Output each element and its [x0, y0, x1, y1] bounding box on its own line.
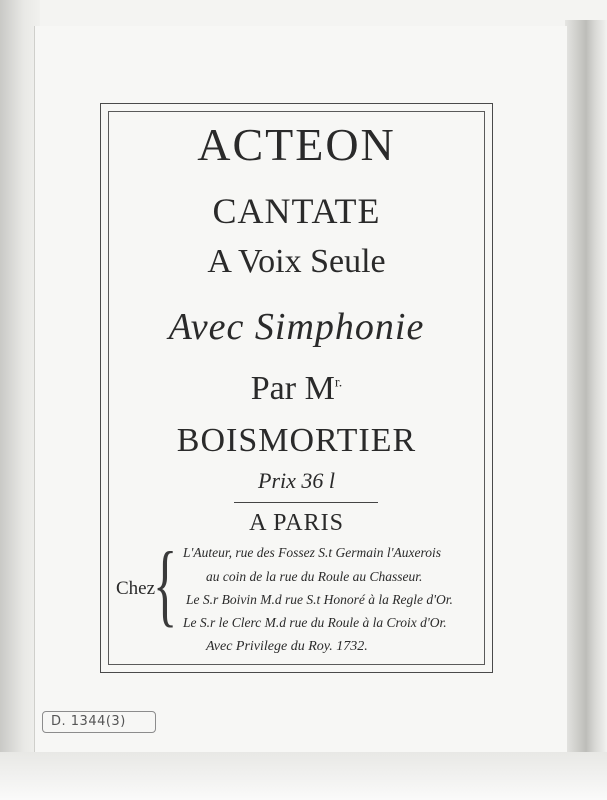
address-line-2: au coin de la rue du Roule au Chasseur. — [206, 569, 423, 584]
address-line-3: Le S.r Boivin M.d rue S.t Honoré à la Regle d'Or. — [186, 592, 453, 607]
privilege-line: Avec Privilege du Roy. 1732. — [206, 639, 368, 654]
instrumentation-line: Avec Simphonie — [168, 306, 425, 348]
price: Prix 36 l — [258, 468, 335, 493]
work-title: ACTEON — [197, 119, 396, 170]
chez-label: Chez — [116, 578, 156, 599]
shelfmark-stamp: D. 1344(3) — [42, 711, 156, 733]
scan-bottom-edge — [0, 752, 607, 800]
divider-rule — [234, 502, 378, 503]
work-genre: CANTATE — [212, 191, 381, 231]
voice-line: A Voix Seule — [207, 243, 386, 280]
address-line-1: L'Auteur, rue des Fossez S.t Germain l'Auxerois — [183, 545, 442, 560]
publication-place: A PARIS — [249, 510, 344, 536]
address-line-4: Le S.r le Clerc M.d rue du Roule à la Croix d'Or. — [183, 615, 447, 630]
scan-right-edge — [565, 20, 607, 780]
by-text: Par M — [250, 370, 335, 407]
brace-icon: { — [153, 533, 178, 635]
composer-name: BOISMORTIER — [176, 422, 417, 459]
by-suffix: r. — [334, 375, 343, 391]
by-line — [100, 370, 493, 408]
